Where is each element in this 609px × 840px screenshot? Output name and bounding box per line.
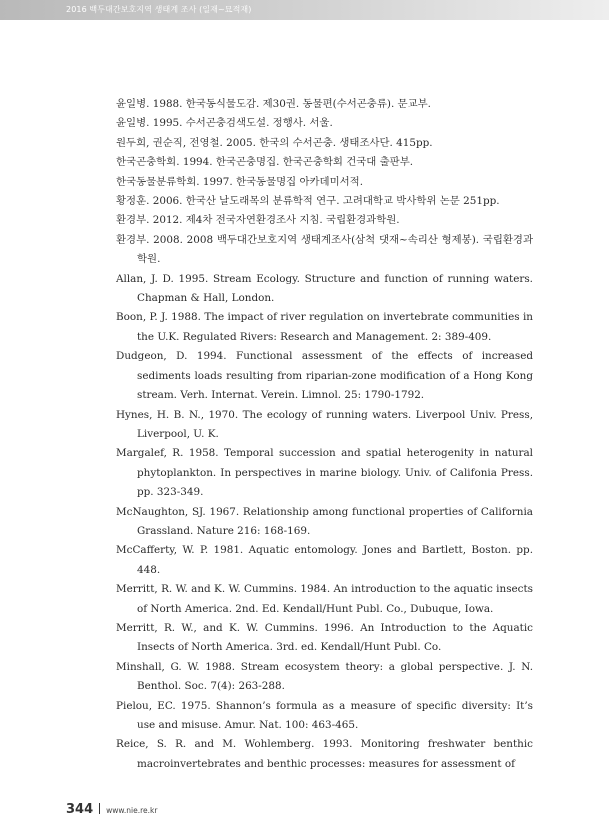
page-number: 344 xyxy=(66,802,94,817)
reference-entry: 한국동물분류학회. 1997. 한국동물명집 아카데미서적. xyxy=(116,175,364,188)
reference-entry: Reice, S. R. and M. Wohlemberg. 1993. Monitoring freshwater benthic macroinvertebrates and benthic processes: measures for assessment of xyxy=(116,738,533,770)
reference-entry: Dudgeon, D. 1994. Functional assessment of the effects of increased sediments loads resulting from riparian-zone modification of a Hong Kong stream. Verh. Internat. Verein. Limnol. 25: 1790-1792. xyxy=(116,350,533,402)
reference-entry: 윤일병. 1995. 수서곤충검색도설. 정행사. 서울. xyxy=(116,117,333,130)
reference-entry: Pielou, EC. 1975. Shannon’s formula as a measure of specific diversity: It’s use and misuse. Amur. Nat. 100: 463-465. xyxy=(116,699,533,731)
reference-entry: 윤일병. 1988. 한국동식물도감. 제30권. 동물편(수서곤충류). 문교부. xyxy=(116,98,431,110)
reference-entry: 환경부. 2012. 제4차 전국자연환경조사 지침. 국립환경과학원. xyxy=(116,214,400,227)
reference-entry: 한국곤충학회. 1994. 한국곤충명집. 한국곤충학회 건국대 출판부. xyxy=(116,156,414,169)
reference-entry: 원두희, 권순직, 전영철. 2005. 한국의 수서곤충. 생태조사단. 415pp. xyxy=(116,136,433,149)
reference-entry: Allan, J. D. 1995. Stream Ecology. Structure and function of running waters. Chapman & Hall, London. xyxy=(116,272,533,305)
footer-divider xyxy=(99,803,100,814)
reference-entry: Hynes, H. B. N., 1970. The ecology of running waters. Liverpool Univ. Press, Liverpool, U. K. xyxy=(116,408,533,440)
reference-entry: Boon, P. J. 1988. The impact of river regulation on invertebrate communities in the U.K. Regulated Rivers: Research and Management. 2: 389-409. xyxy=(116,311,533,343)
reference-entry: McNaughton, SJ. 1967. Relationship among functional properties of California Grassland. Nature 216: 168-169. xyxy=(116,505,533,537)
reference-entry: Margalef, R. 1958. Temporal succession and spatial heterogenity in natural phytoplankton. In perspectives in marine biology. Univ. of Califonia Press. pp. 323-349. xyxy=(116,447,533,499)
running-header-title: 2016 백두대간보호지역 생태계 조사 (일재~묘적재) xyxy=(66,5,252,14)
reference-entry: 환경부. 2008. 2008 백두대간보호지역 생태계조사(삼척 댓재~속리산 형제봉). 국립환경과학원. xyxy=(116,233,533,266)
reference-list xyxy=(116,95,533,774)
page-footer xyxy=(66,798,157,817)
footer-url: www.nie.re.kr xyxy=(106,806,158,815)
reference-entry: Merritt, R. W., and K. W. Cummins. 1996. An Introduction to the Aquatic Insects of North America. 3rd. ed. Kendall/Hunt Publ. Co. xyxy=(116,621,533,654)
reference-entry: Minshall, G. W. 1988. Stream ecosystem theory: a global perspective. J. N. Benthol. Soc. 7(4): 263-288. xyxy=(116,660,533,693)
reference-entry: Merritt, R. W. and K. W. Cummins. 1984. An introduction to the aquatic insects of North America. 2nd. Ed. Kendall/Hunt Publ. Co., Dubuque, Iowa. xyxy=(116,583,533,615)
reference-entry: 황정훈. 2006. 한국산 날도래목의 분류학적 연구. 고려대학교 박사학위 논문 251pp. xyxy=(116,195,500,208)
reference-entry: McCafferty, W. P. 1981. Aquatic entomology. Jones and Bartlett, Boston. pp. 448. xyxy=(116,544,533,576)
